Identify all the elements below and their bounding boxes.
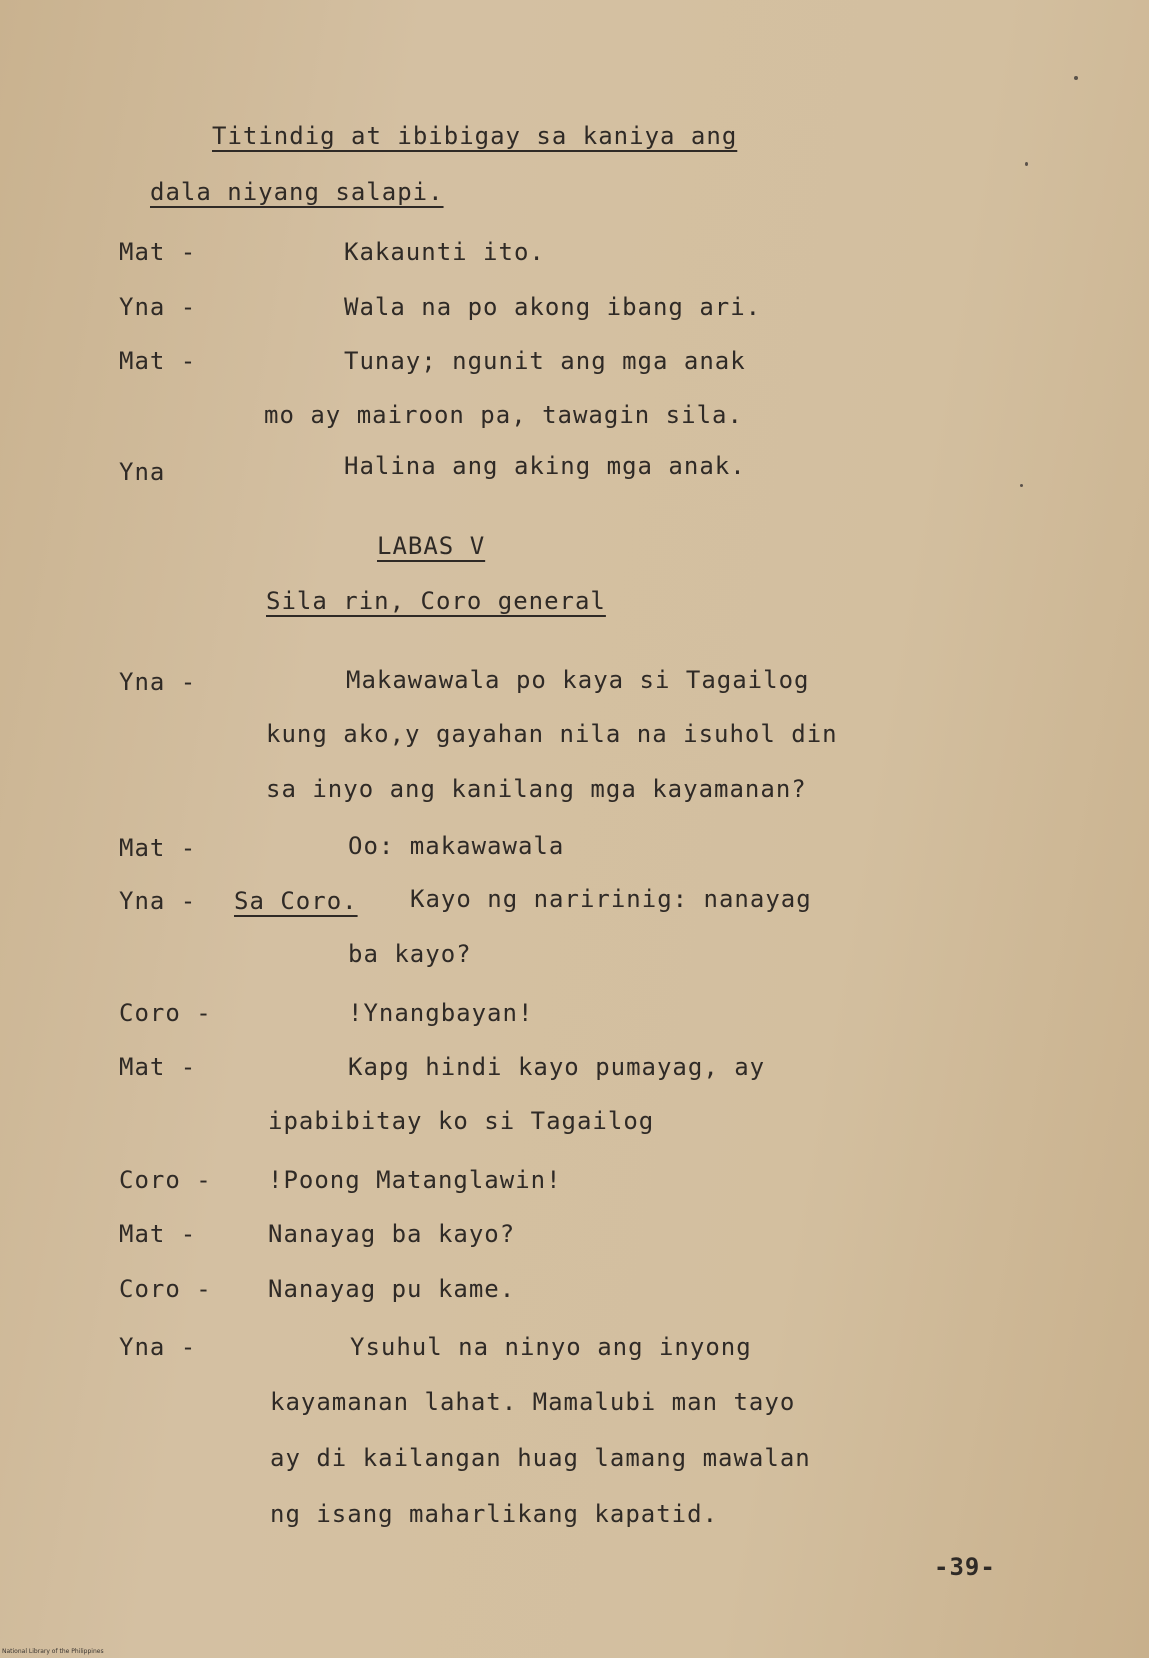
dialogue-line: Nanayag pu kame. bbox=[268, 1275, 516, 1303]
speaker-label: Mat - bbox=[119, 1220, 197, 1248]
dialogue-line: Nanayag ba kayo? bbox=[268, 1220, 516, 1248]
dialogue-line: Wala na po akong ibang ari. bbox=[344, 293, 762, 321]
dialogue-line: Oo: makawawala bbox=[348, 832, 565, 860]
footer-credit: National Library of the Philippines bbox=[2, 1648, 104, 1655]
dialogue-line: Ysuhul na ninyo ang inyong bbox=[350, 1333, 752, 1361]
dialogue-line: Kayo ng naririnig: nanayag bbox=[410, 885, 812, 913]
stage-direction-inline: Sa Coro. bbox=[234, 887, 358, 915]
speaker-label: Yna - bbox=[119, 1333, 197, 1361]
dialogue-line: Makawawala po kaya si Tagailog bbox=[346, 666, 810, 694]
speaker-label: Yna - bbox=[119, 887, 197, 915]
paper-speck bbox=[1020, 484, 1023, 487]
speaker-label: Mat - bbox=[119, 238, 197, 266]
dialogue-line: Kapg hindi kayo pumayag, ay bbox=[348, 1053, 766, 1081]
dialogue-line: sa inyo ang kanilang mga kayamanan? bbox=[266, 775, 807, 803]
speaker-label: Yna - bbox=[119, 293, 197, 321]
dialogue-line: ng isang maharlikang kapatid. bbox=[270, 1500, 719, 1528]
speaker-label: Coro - bbox=[119, 999, 212, 1027]
dialogue-line: Kakaunti ito. bbox=[344, 238, 545, 266]
stage-direction-line-1: Titindig at ibibigay sa kaniya ang bbox=[212, 122, 738, 150]
dialogue-line: Halina ang aking mga anak. bbox=[344, 452, 746, 480]
speaker-label: Coro - bbox=[119, 1166, 212, 1194]
speaker-label: Mat - bbox=[119, 1053, 197, 1081]
paper-speck bbox=[1074, 76, 1078, 80]
page-number: -39- bbox=[934, 1553, 996, 1581]
stage-direction-line-2: dala niyang salapi. bbox=[150, 178, 444, 206]
dialogue-line: ipabibitay ko si Tagailog bbox=[268, 1107, 655, 1135]
speaker-label: Yna - bbox=[119, 668, 197, 696]
dialogue-line: ay di kailangan huag lamang mawalan bbox=[270, 1444, 811, 1472]
scene-title: LABAS V bbox=[377, 532, 486, 560]
speaker-label: Coro - bbox=[119, 1275, 212, 1303]
dialogue-line: kayamanan lahat. Mamalubi man tayo bbox=[270, 1388, 796, 1416]
speaker-label: Mat - bbox=[119, 834, 197, 862]
dialogue-line: !Poong Matanglawin! bbox=[268, 1166, 562, 1194]
dialogue-line: Tunay; ngunit ang mga anak bbox=[344, 347, 746, 375]
dialogue-line: !Ynangbayan! bbox=[348, 999, 534, 1027]
dialogue-line: ba kayo? bbox=[348, 940, 472, 968]
dialogue-line: mo ay mairoon pa, tawagin sila. bbox=[264, 401, 743, 429]
scene-subtitle: Sila rin, Coro general bbox=[266, 587, 606, 615]
paper-speck bbox=[1025, 162, 1028, 166]
speaker-label: Yna bbox=[119, 458, 166, 486]
dialogue-line: kung ako,y gayahan nila na isuhol din bbox=[266, 720, 838, 748]
speaker-label: Mat - bbox=[119, 347, 197, 375]
